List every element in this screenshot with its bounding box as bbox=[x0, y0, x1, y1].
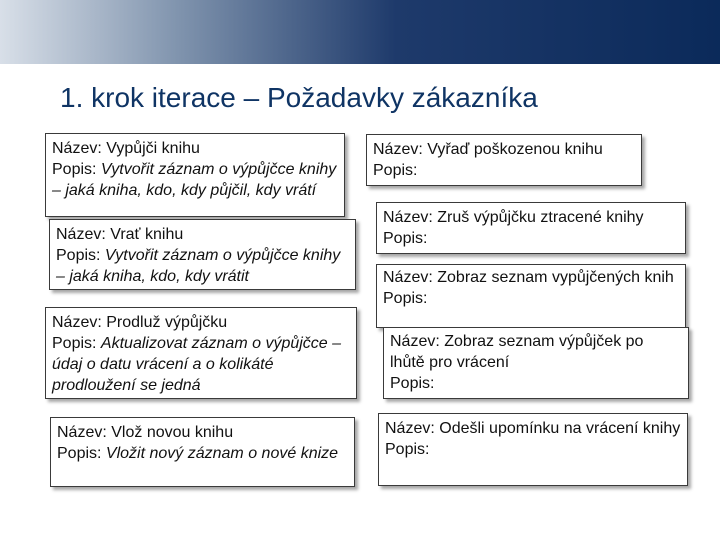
card-desc-label: Popis: bbox=[52, 335, 101, 352]
use-case-card-list-overdue bbox=[383, 327, 689, 399]
use-case-card-send-reminder bbox=[378, 413, 688, 486]
card-name: Název: Vypůjči knihu bbox=[52, 140, 200, 157]
use-case-card-discard bbox=[366, 134, 642, 186]
card-desc-label: Popis: bbox=[57, 445, 106, 462]
card-name: Název: Vyřaď poškozenou knihu bbox=[373, 141, 603, 158]
slide-title: 1. krok iterace – Požadavky zákazníka bbox=[60, 82, 538, 113]
use-case-card-extend bbox=[45, 307, 357, 399]
card-desc-label: Popis: bbox=[56, 247, 105, 264]
card-desc-label: Popis: bbox=[383, 230, 428, 247]
card-desc-label: Popis: bbox=[390, 375, 435, 392]
header-bar bbox=[0, 0, 720, 64]
use-case-card-borrow bbox=[45, 133, 345, 217]
card-desc: Aktualizovat záznam o výpůjčce – údaj o datu vrácení a o kolikáté prodloužení se jedná bbox=[52, 335, 342, 394]
card-desc-label: Popis: bbox=[385, 441, 430, 458]
card-name: Název: Prodluž výpůjčku bbox=[52, 314, 228, 331]
card-desc: Vytvořit záznam o výpůjčce knihy – jaká kniha, kdo, kdy půjčil, kdy vrátí bbox=[52, 161, 337, 199]
card-desc-label: Popis: bbox=[52, 161, 101, 178]
card-name: Název: Vlož novou knihu bbox=[57, 424, 234, 441]
use-case-card-cancel-lost bbox=[376, 202, 686, 254]
card-desc-label: Popis: bbox=[373, 162, 418, 179]
card-name: Název: Zruš výpůjčku ztracené knihy bbox=[383, 209, 644, 226]
card-name: Název: Zobraz seznam výpůjček po lhůtě pro vrácení bbox=[390, 333, 644, 371]
card-desc: Vložit nový záznam o nové knize bbox=[105, 445, 339, 462]
card-name: Název: Odešli upomínku na vrácení knihy bbox=[385, 420, 681, 437]
card-desc: Vytvořit záznam o výpůjčce knihy – jaká kniha, kdo, kdy vrátit bbox=[56, 247, 341, 285]
use-case-card-list-borrowed bbox=[376, 264, 686, 328]
card-name: Název: Vrať knihu bbox=[56, 226, 184, 243]
use-case-card-return bbox=[49, 219, 356, 290]
card-name: Název: Zobraz seznam vypůjčených knih bbox=[383, 269, 674, 286]
card-desc-label: Popis: bbox=[383, 290, 428, 307]
use-case-card-add-book bbox=[50, 417, 355, 487]
